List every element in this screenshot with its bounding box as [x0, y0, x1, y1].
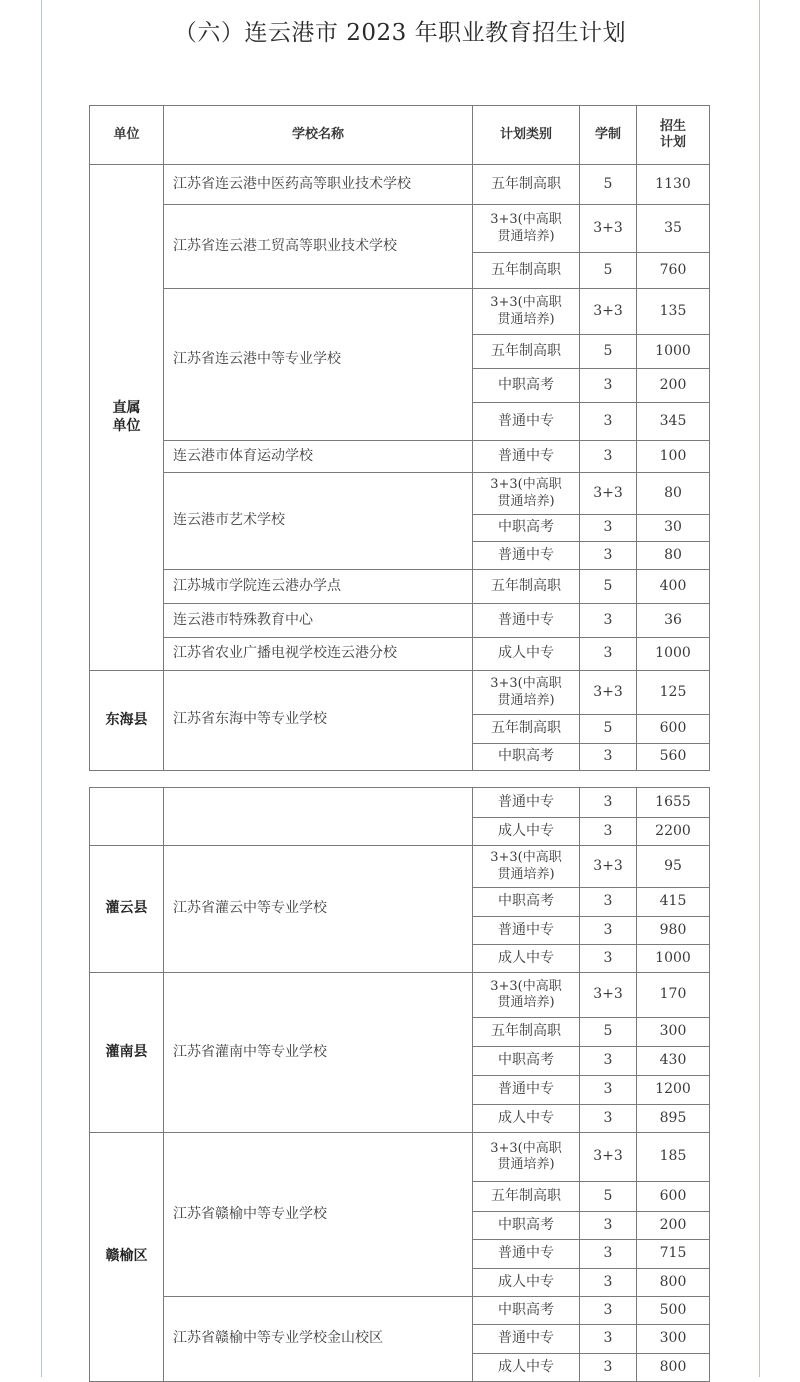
duration-cell: 3 — [580, 1297, 637, 1325]
duration-cell: 3 — [580, 604, 637, 638]
duration-cell: 3 — [580, 1240, 637, 1269]
header-duration: 学制 — [580, 106, 637, 165]
table-row — [90, 638, 710, 671]
plan-type-cell: 五年制高职 — [473, 165, 580, 205]
table-row — [90, 441, 710, 473]
plan-type-cell — [473, 846, 580, 888]
duration-cell: 3+3 — [580, 1133, 637, 1182]
quota-cell: 170 — [637, 973, 710, 1018]
unit-cell-direct — [90, 165, 164, 671]
duration-cell: 3 — [580, 888, 637, 917]
plan-type-cell: 普通中专 — [473, 542, 580, 570]
duration-cell: 3+3 — [580, 846, 637, 888]
plan-type-cell: 普通中专 — [473, 1240, 580, 1269]
header-quota — [637, 106, 710, 165]
plan-type-cell: 五年制高职 — [473, 1182, 580, 1212]
quota-cell: 35 — [637, 205, 710, 253]
plan-type-cell: 五年制高职 — [473, 253, 580, 289]
unit-cell-continued — [90, 788, 164, 846]
school-cell: 江苏省赣榆中等专业学校 — [164, 1133, 473, 1297]
duration-cell: 3+3 — [580, 289, 637, 335]
duration-cell: 3 — [580, 1105, 637, 1133]
duration-cell: 3 — [580, 788, 637, 818]
table-row — [90, 671, 710, 715]
plan-type-cell: 中职高考 — [473, 515, 580, 542]
plan-type-cell — [473, 1133, 580, 1182]
table-row — [90, 289, 710, 335]
table-row — [90, 788, 710, 818]
school-cell: 江苏省连云港中等专业学校 — [164, 289, 473, 441]
header-school: 学校名称 — [164, 106, 473, 165]
duration-cell: 3 — [580, 542, 637, 570]
table-header-row — [90, 106, 710, 165]
plan-type-line2: 贯通培养) — [497, 995, 555, 1010]
duration-cell: 5 — [580, 1182, 637, 1212]
plan-type-line2: 贯通培养) — [497, 493, 555, 509]
quota-cell: 600 — [637, 1182, 710, 1212]
plan-type-cell: 中职高考 — [473, 888, 580, 917]
plan-type-cell: 普通中专 — [473, 441, 580, 473]
unit-cell-donghai: 东海县 — [90, 671, 164, 771]
duration-cell: 3 — [580, 1047, 637, 1076]
quota-cell: 400 — [637, 570, 710, 604]
plan-type-cell: 普通中专 — [473, 604, 580, 638]
plan-type-line1: 3+3(中高职 — [490, 850, 562, 866]
unit-label-line2: 单位 — [112, 417, 141, 434]
plan-type-line2: 贯通培养) — [497, 692, 555, 708]
duration-cell: 3 — [580, 1212, 637, 1240]
quota-cell: 1655 — [637, 788, 710, 818]
duration-cell: 5 — [580, 165, 637, 205]
plan-type-cell: 成人中专 — [473, 638, 580, 671]
unit-label-line1: 直属 — [112, 400, 141, 416]
plan-type-line1: 3+3(中高职 — [490, 212, 562, 228]
school-cell: 江苏省赣榆中等专业学校金山校区 — [164, 1297, 473, 1382]
duration-cell: 3 — [580, 818, 637, 846]
school-cell: 连云港市特殊教育中心 — [164, 604, 473, 638]
quota-cell: 500 — [637, 1297, 710, 1325]
plan-type-cell — [473, 473, 580, 515]
page-title: （六）连云港市 2023 年职业教育招生计划 — [173, 20, 627, 46]
quota-cell: 760 — [637, 253, 710, 289]
quota-cell: 135 — [637, 289, 710, 335]
plan-type-cell: 成人中专 — [473, 1354, 580, 1382]
plan-type-cell — [473, 671, 580, 715]
quota-cell: 200 — [637, 369, 710, 403]
school-cell: 江苏省连云港中医药高等职业技术学校 — [164, 165, 473, 205]
duration-cell: 3 — [580, 441, 637, 473]
quota-cell: 1000 — [637, 335, 710, 369]
quota-cell: 980 — [637, 917, 710, 945]
plan-type-line1: 3+3(中高职 — [490, 295, 562, 311]
plan-type-cell: 普通中专 — [473, 1076, 580, 1105]
plan-type-cell: 成人中专 — [473, 818, 580, 846]
duration-cell: 3 — [580, 403, 637, 441]
header-plan-type: 计划类别 — [473, 106, 580, 165]
unit-cell-guannan: 灌南县 — [90, 973, 164, 1133]
plan-type-cell: 中职高考 — [473, 1297, 580, 1325]
table-row — [90, 570, 710, 604]
plan-type-cell: 普通中专 — [473, 788, 580, 818]
quota-cell: 1000 — [637, 945, 710, 973]
quota-cell: 300 — [637, 1325, 710, 1354]
header-quota-line1: 招生 — [659, 118, 686, 134]
duration-cell: 3 — [580, 515, 637, 542]
quota-cell: 1130 — [637, 165, 710, 205]
page-border-left — [41, 0, 42, 1377]
plan-type-line2: 贯通培养) — [497, 311, 555, 327]
duration-cell: 5 — [580, 1018, 637, 1047]
plan-type-line2: 贯通培养) — [497, 866, 555, 882]
duration-cell: 3 — [580, 638, 637, 671]
duration-cell: 5 — [580, 253, 637, 289]
table-row — [90, 165, 710, 205]
school-cell: 江苏城市学院连云港办学点 — [164, 570, 473, 604]
school-cell: 江苏省农业广播电视学校连云港分校 — [164, 638, 473, 671]
plan-type-cell: 成人中专 — [473, 1269, 580, 1297]
page-border-right — [759, 0, 760, 1377]
duration-cell: 3+3 — [580, 671, 637, 715]
duration-cell: 3 — [580, 1269, 637, 1297]
duration-cell: 5 — [580, 335, 637, 369]
header-unit: 单位 — [90, 106, 164, 165]
duration-cell: 5 — [580, 715, 637, 744]
duration-cell: 3+3 — [580, 205, 637, 253]
quota-cell: 30 — [637, 515, 710, 542]
plan-type-cell: 普通中专 — [473, 917, 580, 945]
school-cell: 江苏省东海中等专业学校 — [164, 671, 473, 771]
school-cell: 连云港市体育运动学校 — [164, 441, 473, 473]
quota-cell: 125 — [637, 671, 710, 715]
duration-cell: 3+3 — [580, 973, 637, 1018]
quota-cell: 430 — [637, 1047, 710, 1076]
plan-type-cell: 五年制高职 — [473, 335, 580, 369]
quota-cell: 715 — [637, 1240, 710, 1269]
quota-cell: 560 — [637, 744, 710, 771]
quota-cell: 2200 — [637, 818, 710, 846]
plan-type-line1: 3+3(中高职 — [490, 1140, 562, 1156]
plan-type-line1: 3+3(中高职 — [490, 676, 562, 692]
quota-cell: 895 — [637, 1105, 710, 1133]
table-row — [90, 846, 710, 888]
school-cell: 江苏省连云港工贸高等职业技术学校 — [164, 205, 473, 289]
plan-type-cell — [473, 973, 580, 1018]
table-row — [90, 205, 710, 253]
plan-type-cell — [473, 289, 580, 335]
quota-cell: 185 — [637, 1133, 710, 1182]
school-cell: 江苏省灌云中等专业学校 — [164, 846, 473, 973]
quota-cell: 80 — [637, 473, 710, 515]
duration-cell: 5 — [580, 570, 637, 604]
duration-cell: 3 — [580, 369, 637, 403]
plan-type-cell — [473, 205, 580, 253]
quota-cell: 100 — [637, 441, 710, 473]
unit-cell-guanyun: 灌云县 — [90, 846, 164, 973]
quota-cell: 600 — [637, 715, 710, 744]
duration-cell: 3 — [580, 744, 637, 771]
table-row — [90, 1133, 710, 1182]
duration-cell: 3 — [580, 917, 637, 945]
school-cell: 连云港市艺术学校 — [164, 473, 473, 570]
quota-cell: 95 — [637, 846, 710, 888]
plan-type-line1: 3+3(中高职 — [490, 978, 562, 994]
duration-cell: 3+3 — [580, 473, 637, 515]
school-cell: 江苏省灌南中等专业学校 — [164, 973, 473, 1133]
quota-cell: 345 — [637, 403, 710, 441]
table-row — [90, 1297, 710, 1325]
enrollment-table-part-1 — [89, 105, 710, 771]
table-row — [90, 473, 710, 515]
plan-type-cell: 中职高考 — [473, 1212, 580, 1240]
plan-type-line2: 贯通培养) — [497, 1157, 555, 1172]
plan-type-cell: 五年制高职 — [473, 1018, 580, 1047]
quota-cell: 300 — [637, 1018, 710, 1047]
plan-type-cell: 中职高考 — [473, 1047, 580, 1076]
table-row — [90, 973, 710, 1018]
duration-cell: 3 — [580, 945, 637, 973]
plan-type-cell: 五年制高职 — [473, 570, 580, 604]
plan-type-cell: 成人中专 — [473, 945, 580, 973]
quota-cell: 415 — [637, 888, 710, 917]
duration-cell: 3 — [580, 1354, 637, 1382]
header-quota-line2: 计划 — [659, 135, 686, 150]
plan-type-cell: 中职高考 — [473, 369, 580, 403]
quota-cell: 80 — [637, 542, 710, 570]
duration-cell: 3 — [580, 1076, 637, 1105]
unit-cell-ganyu: 赣榆区 — [90, 1133, 164, 1382]
school-cell-continued — [164, 788, 473, 846]
plan-type-line1: 3+3(中高职 — [490, 477, 562, 493]
quota-cell: 200 — [637, 1212, 710, 1240]
plan-type-cell: 五年制高职 — [473, 715, 580, 744]
quota-cell: 800 — [637, 1354, 710, 1382]
enrollment-table-part-2 — [89, 787, 710, 1382]
quota-cell: 1000 — [637, 638, 710, 671]
duration-cell: 3 — [580, 1325, 637, 1354]
plan-type-cell: 中职高考 — [473, 744, 580, 771]
plan-type-cell: 成人中专 — [473, 1105, 580, 1133]
plan-type-line2: 贯通培养) — [497, 228, 555, 244]
quota-cell: 1200 — [637, 1076, 710, 1105]
table-row — [90, 604, 710, 638]
plan-type-cell: 普通中专 — [473, 403, 580, 441]
quota-cell: 800 — [637, 1269, 710, 1297]
quota-cell: 36 — [637, 604, 710, 638]
plan-type-cell: 普通中专 — [473, 1325, 580, 1354]
